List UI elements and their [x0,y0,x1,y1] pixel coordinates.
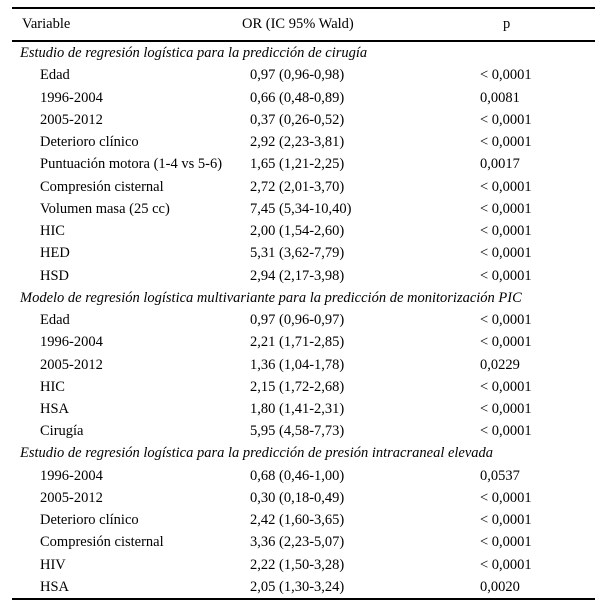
or-cell: 2,42 (1,60-3,65) [250,512,345,529]
section-title: Modelo de regresión logística multivariante para la predicción de monitorización PIC [20,289,522,306]
table-row [12,465,595,487]
table-row [12,87,595,109]
p-value-cell: < 0,0001 [480,111,532,128]
table-row [12,309,595,331]
table-row [12,331,595,353]
variable-cell: Volumen masa (25 cc) [40,200,170,217]
table-row [12,420,595,442]
variable-cell: HIC [40,378,65,395]
p-value-cell: < 0,0001 [480,400,532,417]
or-cell: 7,45 (5,34-10,40) [250,200,352,217]
p-value-cell: 0,0020 [480,578,520,595]
or-cell: 5,95 (4,58-7,73) [250,423,345,440]
or-cell: 2,15 (1,72-2,68) [250,378,345,395]
variable-cell: 2005-2012 [40,489,103,506]
table-row [12,64,595,86]
variable-cell: Compresión cisternal [40,534,164,551]
table-row [12,220,595,242]
variable-cell: HED [40,245,70,262]
variable-cell: Deterioro clínico [40,512,139,529]
or-cell: 0,66 (0,48-0,89) [250,89,345,106]
column-header-or: OR (IC 95% Wald) [242,8,460,41]
or-cell: 2,21 (1,71-2,85) [250,334,345,351]
variable-cell: Edad [40,67,70,84]
variable-cell: 1996-2004 [40,467,103,484]
variable-cell: Edad [40,312,70,329]
p-value-cell: 0,0537 [480,467,520,484]
or-cell: 2,72 (2,01-3,70) [250,178,345,195]
table-row [12,109,595,131]
section-header-row [12,41,595,64]
or-cell: 0,68 (0,46-1,00) [250,467,345,484]
table-row [12,531,595,553]
p-value-cell: < 0,0001 [480,512,532,529]
variable-cell: Cirugía [40,423,84,440]
or-cell: 0,97 (0,96-0,97) [250,312,345,329]
table-header [12,8,595,41]
p-value-cell: < 0,0001 [480,378,532,395]
p-value-cell: < 0,0001 [480,334,532,351]
section-header-row [12,442,595,464]
table-row [12,198,595,220]
table-row [12,176,595,198]
or-cell: 1,80 (1,41-2,31) [250,400,345,417]
table-row [12,354,595,376]
table-row [12,265,595,287]
p-value-cell: < 0,0001 [480,245,532,262]
p-value-cell: < 0,0001 [480,67,532,84]
or-cell: 3,36 (2,23-5,07) [250,534,345,551]
p-value-cell: < 0,0001 [480,178,532,195]
variable-cell: 2005-2012 [40,356,103,373]
table-row [12,509,595,531]
table-row [12,242,595,264]
p-value-cell: < 0,0001 [480,200,532,217]
regression-results-table [12,7,595,600]
or-cell: 1,36 (1,04-1,78) [250,356,345,373]
p-value-cell: < 0,0001 [480,312,532,329]
table-row [12,487,595,509]
p-value-cell: 0,0081 [480,89,520,106]
section-header-row [12,287,595,309]
table-row [12,398,595,420]
or-cell: 2,94 (2,17-3,98) [250,267,345,284]
p-value-cell: < 0,0001 [480,267,532,284]
variable-cell: 1996-2004 [40,334,103,351]
variable-cell: HSD [40,267,70,284]
p-value-cell: < 0,0001 [480,534,532,551]
table-body [12,41,595,599]
or-cell: 1,65 (1,21-2,25) [250,156,345,173]
section-title: Estudio de regresión logística para la predicción de presión intracraneal elevada [20,445,494,462]
variable-cell: HIV [40,556,66,573]
or-cell: 0,37 (0,26-0,52) [250,111,345,128]
variable-cell: 1996-2004 [40,89,103,106]
or-cell: 0,30 (0,18-0,49) [250,489,345,506]
variable-cell: 2005-2012 [40,111,103,128]
table-row [12,554,595,576]
table-row [12,576,595,599]
or-cell: 2,00 (1,54-2,60) [250,223,345,240]
header-row [12,8,595,41]
variable-cell: Compresión cisternal [40,178,164,195]
column-header-p: p [460,8,595,41]
variable-cell: HSA [40,578,70,595]
or-cell: 2,92 (2,23-3,81) [250,134,345,151]
or-cell: 0,97 (0,96-0,98) [250,67,345,84]
table-row [12,376,595,398]
section-title: Estudio de regresión logística para la predicción de cirugía [20,45,368,62]
variable-cell: HSA [40,400,70,417]
p-value-cell: < 0,0001 [480,134,532,151]
p-value-cell: < 0,0001 [480,423,532,440]
table-row [12,153,595,175]
variable-cell: Puntuación motora (1-4 vs 5-6) [40,156,223,173]
p-value-cell: 0,0229 [480,356,520,373]
p-value-cell: < 0,0001 [480,489,532,506]
p-value-cell: 0,0017 [480,156,520,173]
variable-cell: Deterioro clínico [40,134,139,151]
or-cell: 2,05 (1,30-3,24) [250,578,345,595]
or-cell: 2,22 (1,50-3,28) [250,556,345,573]
column-header-variable: Variable [12,8,242,41]
table-row [12,131,595,153]
or-cell: 5,31 (3,62-7,79) [250,245,345,262]
p-value-cell: < 0,0001 [480,223,532,240]
p-value-cell: < 0,0001 [480,556,532,573]
variable-cell: HIC [40,223,65,240]
